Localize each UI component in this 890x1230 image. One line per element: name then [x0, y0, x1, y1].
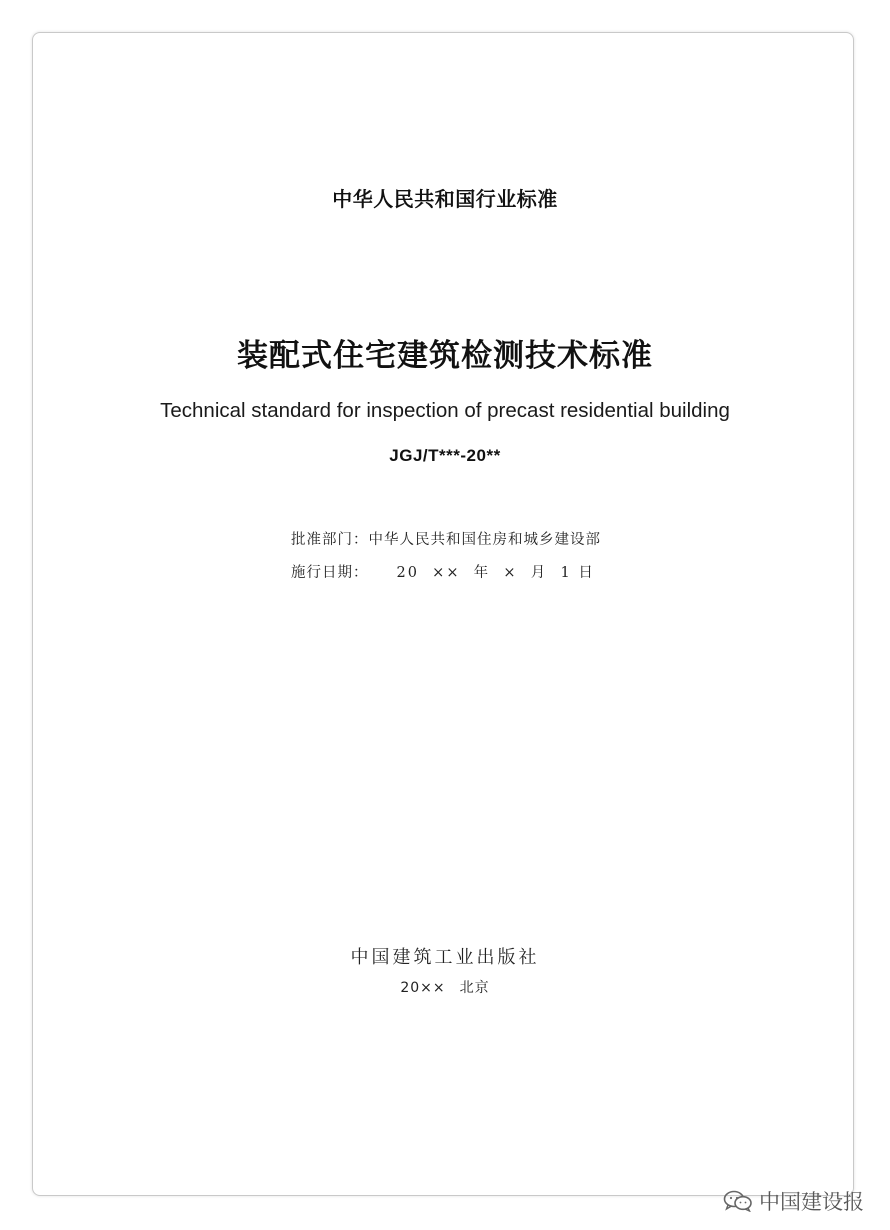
watermark-text: 中国建设报: [759, 1190, 864, 1214]
effective-date-row: [291, 561, 595, 582]
document-title-en: Technical standard for inspection of precast residential building: [160, 399, 730, 422]
watermark: [723, 1186, 864, 1216]
effective-date-value: 20 ×× 年 × 月 1 日: [396, 565, 595, 581]
approval-value: 中华人民共和国住房和城乡建设部: [368, 532, 601, 548]
publication-city: 北京: [459, 980, 490, 996]
publisher-name: 中国建筑工业出版社: [350, 947, 540, 968]
document-title-cn: 装配式住宅建筑检测技术标准: [237, 338, 653, 374]
publication-place: [0, 977, 890, 997]
standard-code: JGJ/T***-20**: [389, 446, 501, 465]
wechat-icon: [723, 1190, 753, 1212]
approval-label: 批准部门：: [291, 532, 369, 548]
industry-standard-heading: 中华人民共和国行业标准: [332, 187, 558, 211]
effective-date-label: 施行日期：: [291, 565, 369, 581]
publication-year: 20××: [400, 980, 446, 996]
approval-department-row: [291, 528, 601, 549]
